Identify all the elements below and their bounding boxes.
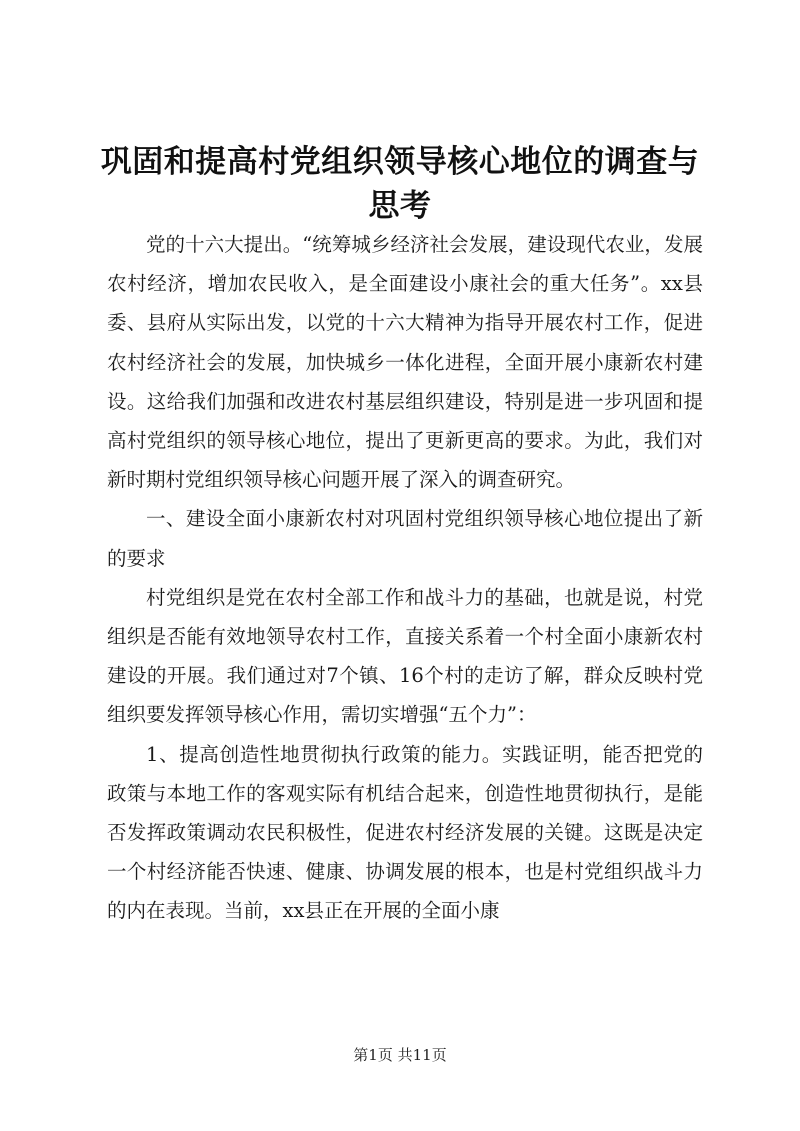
paragraph-point-1: 1、提高创造性地贯彻执行政策的能力。实践证明，能否把党的政策与本地工作的客观实际有机结合起来，创造性地贯彻执行，是能否发挥政策调动农民积极性，促进农村经济发展的关键。这既是决定一个村经济能否快速、健康、协调发展的根本，也是村党组织战斗力的内在表现。当前，xx县正在开展的全面小康 [107, 742, 703, 923]
page-number-footer: 第1页 共11页 [353, 1046, 447, 1064]
paragraph-section-1: 村党组织是党在农村全部工作和战斗力的基础，也就是说，村党组织是否能有效地领导农村工作，直接关系着一个村全面小康新农村建设的开展。我们通过对7个镇、16个村的走访了解，群众反映村党组织要发挥领导核心作用，需切实增强“五个力”： [107, 585, 703, 727]
document-title: 巩固和提高村党组织领导核心地位的调查与思考 [100, 144, 700, 224]
paragraph-intro: 党的十六大提出。“统筹城乡经济社会发展，建设现代农业，发展农村经济，增加农民收入，是全面建设小康社会的重大任务”。xx县委、县府从实际出发，以党的十六大精神为指导开展农村工作，促进农村经济社会的发展，加快城乡一体化进程，全面开展小康新农村建设。这给我们加强和改进农村基层组织建设，特别是进一步巩固和提高村党组织的领导核心地位，提出了更新更高的要求。为此，我们对新时期村党组织领导核心问题开展了深入的调查研究。 [107, 233, 703, 492]
section-heading-1: 一、建设全面小康新农村对巩固村党组织领导核心地位提出了新的要求 [107, 507, 703, 570]
document-body [107, 225, 703, 931]
